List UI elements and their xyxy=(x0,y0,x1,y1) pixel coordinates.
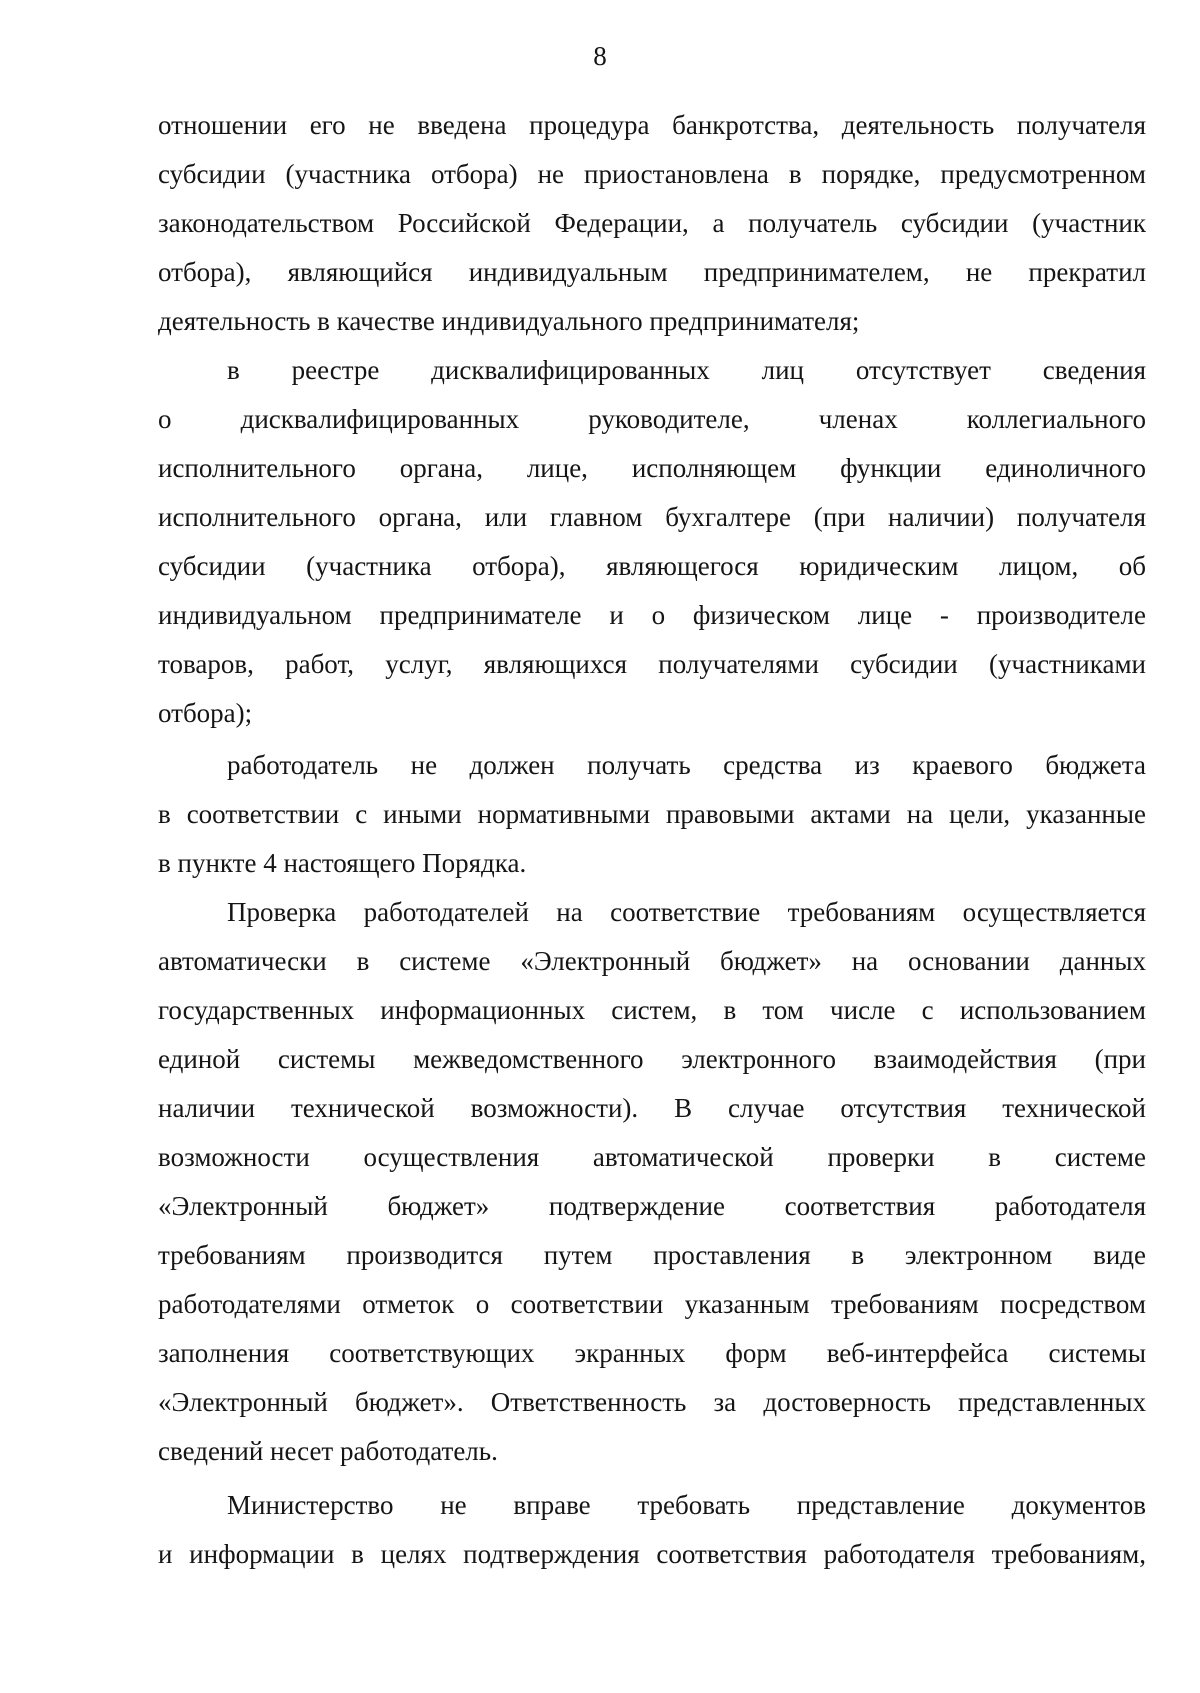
text-line: исполнительного органа, лице, исполняющем функции единоличного xyxy=(158,453,1146,483)
paragraph xyxy=(158,1481,1146,1579)
paragraph xyxy=(158,101,1146,346)
text-line: «Электронный бюджет». Ответственность за достоверность представленных xyxy=(158,1387,1146,1417)
text-line: индивидуальном предпринимателе и о физическом лице - производителе xyxy=(158,600,1146,630)
text-line: товаров, работ, услуг, являющихся получателями субсидии (участниками xyxy=(158,649,1146,679)
text-line: наличии технической возможности). В случае отсутствия технической xyxy=(158,1093,1146,1123)
text-line: автоматически в системе «Электронный бюджет» на основании данных xyxy=(158,946,1146,976)
text-line: в реестре дисквалифицированных лиц отсутствует сведения xyxy=(227,355,1146,385)
text-line: «Электронный бюджет» подтверждение соответствия работодателя xyxy=(158,1191,1146,1221)
text-line: отбора), являющийся индивидуальным предпринимателем, не прекратил xyxy=(158,257,1146,287)
text-line: возможности осуществления автоматической проверки в системе xyxy=(158,1142,1146,1172)
text-line: отбора); xyxy=(158,698,253,728)
paragraph xyxy=(158,346,1146,738)
text-line: требованиям производится путем проставления в электронном виде xyxy=(158,1240,1146,1270)
paragraph xyxy=(158,888,1146,1476)
text-line: работодателями отметок о соответствии указанным требованиям посредством xyxy=(158,1289,1146,1319)
text-line: законодательством Российской Федерации, а получатель субсидии (участник xyxy=(158,208,1146,238)
paragraph xyxy=(158,741,1146,888)
text-line: сведений несет работодатель. xyxy=(158,1436,498,1466)
text-line: работодатель не должен получать средства из краевого бюджета xyxy=(227,750,1146,780)
text-line: субсидии (участника отбора) не приостановлена в порядке, предусмотренном xyxy=(158,159,1146,189)
text-line: деятельность в качестве индивидуального предпринимателя; xyxy=(158,306,860,336)
text-line: и информации в целях подтверждения соответствия работодателя требованиям, xyxy=(158,1539,1146,1569)
text-line: о дисквалифицированных руководителе, членах коллегиального xyxy=(158,404,1146,434)
text-line: в пункте 4 настоящего Порядка. xyxy=(158,848,527,878)
text-line: Министерство не вправе требовать представление документов xyxy=(227,1490,1146,1520)
text-line: заполнения соответствующих экранных форм веб-интерфейса системы xyxy=(158,1338,1146,1368)
text-line: отношении его не введена процедура банкротства, деятельность получателя xyxy=(158,110,1146,140)
text-line: в соответствии с иными нормативными правовыми актами на цели, указанные xyxy=(158,799,1146,829)
text-line: Проверка работодателей на соответствие требованиям осуществляется xyxy=(227,897,1146,927)
text-line: единой системы межведомственного электронного взаимодействия (при xyxy=(158,1044,1146,1074)
text-line: субсидии (участника отбора), являющегося юридическим лицом, об xyxy=(158,551,1146,581)
text-line: государственных информационных систем, в том числе с использованием xyxy=(158,995,1146,1025)
document-body xyxy=(158,101,1146,1579)
page-number: 8 xyxy=(593,41,607,71)
text-line: исполнительного органа, или главном бухгалтере (при наличии) получателя xyxy=(158,502,1146,532)
